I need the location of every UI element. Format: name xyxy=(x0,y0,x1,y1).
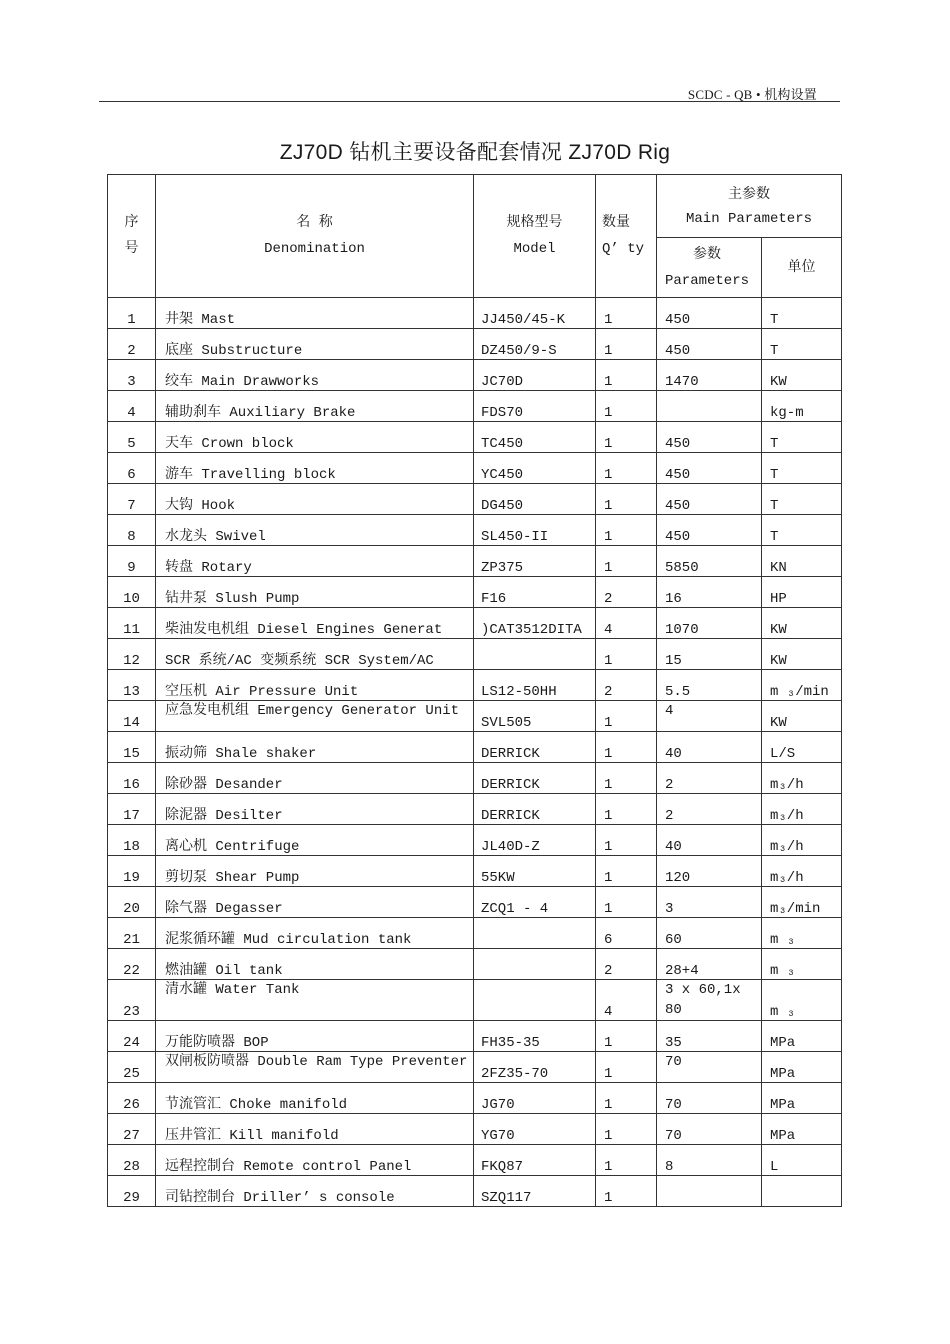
cell-unit: KW xyxy=(762,639,842,670)
header-main-params xyxy=(657,175,842,238)
cell-model: YC450 xyxy=(474,453,596,484)
cell-qty: 1 xyxy=(596,887,657,918)
cell-model: FH35-35 xyxy=(474,1021,596,1052)
table-row xyxy=(108,670,842,701)
cell-name: 燃油罐 Oil tank xyxy=(156,949,474,980)
cell-param: 450 xyxy=(657,298,762,329)
cell-no: 10 xyxy=(108,577,156,608)
cell-no: 11 xyxy=(108,608,156,639)
header-qty-en: Q’ ty xyxy=(602,241,645,257)
cell-name: 除砂器 Desander xyxy=(156,763,474,794)
cell-unit: MPa xyxy=(762,1052,842,1083)
cell-no: 14 xyxy=(108,701,156,732)
cell-qty: 1 xyxy=(596,763,657,794)
cell-param: 1070 xyxy=(657,608,762,639)
cell-name: 转盘 Rotary xyxy=(156,546,474,577)
cell-no: 27 xyxy=(108,1114,156,1145)
table-row xyxy=(108,856,842,887)
header-no-line2: 号 xyxy=(124,241,139,257)
cell-model: )CAT3512DITA xyxy=(474,608,596,639)
cell-no: 28 xyxy=(108,1145,156,1176)
cell-no: 5 xyxy=(108,422,156,453)
cell-model xyxy=(474,980,596,1021)
cell-model xyxy=(474,639,596,670)
header-model-cn: 规格型号 xyxy=(506,215,563,231)
header-main-en: Main Parameters xyxy=(685,211,813,227)
cell-unit: KW xyxy=(762,701,842,732)
cell-name: 绞车 Main Drawworks xyxy=(156,360,474,391)
cell-param: 40 xyxy=(657,732,762,763)
cell-qty: 1 xyxy=(596,422,657,453)
cell-no: 16 xyxy=(108,763,156,794)
cell-param: 28+4 xyxy=(657,949,762,980)
cell-model: 2FZ35-70 xyxy=(474,1052,596,1083)
table-row xyxy=(108,453,842,484)
cell-name: 空压机 Air Pressure Unit xyxy=(156,670,474,701)
cell-no: 24 xyxy=(108,1021,156,1052)
cell-model: ZP375 xyxy=(474,546,596,577)
table-row xyxy=(108,732,842,763)
cell-unit: KW xyxy=(762,360,842,391)
table-row xyxy=(108,825,842,856)
table-row xyxy=(108,1083,842,1114)
cell-qty: 1 xyxy=(596,639,657,670)
cell-unit: T xyxy=(762,422,842,453)
cell-no: 3 xyxy=(108,360,156,391)
cell-model: LS12-50HH xyxy=(474,670,596,701)
cell-qty: 1 xyxy=(596,329,657,360)
header-param-cn: 参数 xyxy=(693,246,721,263)
table-row xyxy=(108,918,842,949)
cell-model: YG70 xyxy=(474,1114,596,1145)
cell-no: 4 xyxy=(108,391,156,422)
cell-param xyxy=(657,391,762,422)
cell-no: 18 xyxy=(108,825,156,856)
cell-name: 井架 Mast xyxy=(156,298,474,329)
cell-unit: T xyxy=(762,453,842,484)
table-row xyxy=(108,1114,842,1145)
cell-name: 泥浆循环罐 Mud circulation tank xyxy=(156,918,474,949)
cell-qty: 6 xyxy=(596,918,657,949)
table-row xyxy=(108,1052,842,1083)
cell-model: JG70 xyxy=(474,1083,596,1114)
cell-qty: 1 xyxy=(596,453,657,484)
cell-param: 15 xyxy=(657,639,762,670)
cell-qty: 1 xyxy=(596,1021,657,1052)
cell-param: 2 xyxy=(657,794,762,825)
cell-model xyxy=(474,918,596,949)
cell-no: 15 xyxy=(108,732,156,763)
equipment-table xyxy=(107,174,842,1207)
cell-param: 450 xyxy=(657,329,762,360)
cell-no: 7 xyxy=(108,484,156,515)
table-row xyxy=(108,763,842,794)
cell-no: 29 xyxy=(108,1176,156,1207)
cell-name: 辅助刹车 Auxiliary Brake xyxy=(156,391,474,422)
cell-param: 4 xyxy=(657,701,762,732)
header-model-en: Model xyxy=(513,241,556,257)
cell-param: 450 xyxy=(657,484,762,515)
header-qty-cn: 数量 xyxy=(602,215,630,231)
cell-name: SCR 系统/AC 变频系统 SCR System/AC xyxy=(156,639,474,670)
header-name xyxy=(156,175,474,298)
cell-unit: m ₃ xyxy=(762,918,842,949)
document-title: ZJ70D 钻机主要设备配套情况 ZJ70D Rig xyxy=(279,141,671,164)
cell-no: 25 xyxy=(108,1052,156,1083)
cell-param: 120 xyxy=(657,856,762,887)
cell-qty: 2 xyxy=(596,577,657,608)
cell-qty: 1 xyxy=(596,360,657,391)
table-row xyxy=(108,515,842,546)
cell-qty: 1 xyxy=(596,732,657,763)
cell-qty: 4 xyxy=(596,980,657,1021)
cell-param: 450 xyxy=(657,515,762,546)
cell-model: FKQ87 xyxy=(474,1145,596,1176)
cell-qty: 2 xyxy=(596,670,657,701)
cell-name: 底座 Substructure xyxy=(156,329,474,360)
cell-unit: m ₃/min xyxy=(762,670,842,701)
cell-param: 60 xyxy=(657,918,762,949)
cell-no: 9 xyxy=(108,546,156,577)
cell-unit: m₃/h xyxy=(762,856,842,887)
cell-param: 16 xyxy=(657,577,762,608)
cell-unit: HP xyxy=(762,577,842,608)
cell-param: 8 xyxy=(657,1145,762,1176)
cell-name: 万能防喷器 BOP xyxy=(156,1021,474,1052)
cell-name: 剪切泵 Shear Pump xyxy=(156,856,474,887)
header-no-line1: 序 xyxy=(124,215,139,231)
cell-no: 26 xyxy=(108,1083,156,1114)
cell-param: 40 xyxy=(657,825,762,856)
document-header-code: SCDC - QB • 机构设置 xyxy=(687,87,817,102)
header-rule xyxy=(99,101,840,102)
cell-name: 清水罐 Water Tank xyxy=(156,980,474,1021)
cell-model: DZ450/9-S xyxy=(474,329,596,360)
cell-qty: 1 xyxy=(596,1052,657,1083)
cell-model: SVL505 xyxy=(474,701,596,732)
cell-name: 远程控制台 Remote control Panel xyxy=(156,1145,474,1176)
header-model xyxy=(474,175,596,298)
cell-no: 13 xyxy=(108,670,156,701)
header-unit-cn: 单位 xyxy=(787,259,816,276)
cell-model: JL40D-Z xyxy=(474,825,596,856)
cell-qty: 1 xyxy=(596,484,657,515)
cell-qty: 2 xyxy=(596,949,657,980)
cell-qty: 1 xyxy=(596,515,657,546)
header-no xyxy=(108,175,156,298)
cell-name: 振动筛 Shale shaker xyxy=(156,732,474,763)
cell-param: 3 xyxy=(657,887,762,918)
cell-no: 2 xyxy=(108,329,156,360)
table-row xyxy=(108,794,842,825)
table-row xyxy=(108,391,842,422)
cell-qty: 1 xyxy=(596,1114,657,1145)
cell-name: 柴油发电机组 Diesel Engines Generat xyxy=(156,608,474,639)
cell-unit: KW xyxy=(762,608,842,639)
cell-qty: 1 xyxy=(596,1083,657,1114)
header-main-cn: 主参数 xyxy=(728,187,770,203)
cell-param: 5850 xyxy=(657,546,762,577)
table-row xyxy=(108,887,842,918)
cell-no: 1 xyxy=(108,298,156,329)
cell-name: 压井管汇 Kill manifold xyxy=(156,1114,474,1145)
cell-model: ZCQ1 - 4 xyxy=(474,887,596,918)
table-body xyxy=(108,298,842,1207)
cell-unit: MPa xyxy=(762,1021,842,1052)
cell-name: 除泥器 Desilter xyxy=(156,794,474,825)
table-row xyxy=(108,546,842,577)
cell-qty: 1 xyxy=(596,546,657,577)
cell-qty: 1 xyxy=(596,701,657,732)
table-row xyxy=(108,980,842,1021)
cell-param: 3 x 60,1x 80 xyxy=(657,980,762,1021)
cell-qty: 1 xyxy=(596,794,657,825)
cell-param: 70 xyxy=(657,1052,762,1083)
header-param xyxy=(657,238,762,298)
cell-model: JC70D xyxy=(474,360,596,391)
table-row xyxy=(108,1145,842,1176)
cell-model: TC450 xyxy=(474,422,596,453)
cell-name: 游车 Travelling block xyxy=(156,453,474,484)
cell-name: 除气器 Degasser xyxy=(156,887,474,918)
cell-unit: MPa xyxy=(762,1114,842,1145)
cell-model xyxy=(474,949,596,980)
table-row xyxy=(108,422,842,453)
cell-unit xyxy=(762,1176,842,1207)
cell-unit: T xyxy=(762,484,842,515)
header-name-en: Denomination xyxy=(264,241,365,257)
cell-name: 天车 Crown block xyxy=(156,422,474,453)
cell-name: 节流管汇 Choke manifold xyxy=(156,1083,474,1114)
table-row xyxy=(108,1021,842,1052)
cell-qty: 4 xyxy=(596,608,657,639)
header-qty xyxy=(596,175,657,298)
table-row xyxy=(108,1176,842,1207)
cell-qty: 1 xyxy=(596,825,657,856)
table-row xyxy=(108,577,842,608)
cell-qty: 1 xyxy=(596,391,657,422)
cell-model: SL450-II xyxy=(474,515,596,546)
cell-no: 17 xyxy=(108,794,156,825)
cell-no: 19 xyxy=(108,856,156,887)
cell-qty: 1 xyxy=(596,1145,657,1176)
cell-unit: KN xyxy=(762,546,842,577)
cell-unit: m ₃ xyxy=(762,980,842,1021)
cell-unit: T xyxy=(762,298,842,329)
cell-no: 8 xyxy=(108,515,156,546)
cell-name: 双闸板防喷器 Double Ram Type Preventer xyxy=(156,1052,474,1083)
header-param-en: Parameters xyxy=(665,272,750,289)
cell-param: 70 xyxy=(657,1114,762,1145)
cell-unit: T xyxy=(762,515,842,546)
cell-model: DERRICK xyxy=(474,732,596,763)
cell-param: 1470 xyxy=(657,360,762,391)
cell-model: JJ450/45-K xyxy=(474,298,596,329)
cell-no: 12 xyxy=(108,639,156,670)
cell-param: 450 xyxy=(657,453,762,484)
cell-param: 70 xyxy=(657,1083,762,1114)
cell-name: 应急发电机组 Emergency Generator Unit xyxy=(156,701,474,732)
cell-name: 钻井泵 Slush Pump xyxy=(156,577,474,608)
cell-param xyxy=(657,1176,762,1207)
cell-unit: L/S xyxy=(762,732,842,763)
header-name-cn: 名 称 xyxy=(296,215,333,231)
table-row xyxy=(108,484,842,515)
cell-unit: m₃/h xyxy=(762,825,842,856)
header-unit xyxy=(762,238,842,298)
cell-param: 5.5 xyxy=(657,670,762,701)
table-row xyxy=(108,949,842,980)
cell-no: 22 xyxy=(108,949,156,980)
table-row xyxy=(108,608,842,639)
table-row xyxy=(108,329,842,360)
cell-no: 6 xyxy=(108,453,156,484)
cell-unit: MPa xyxy=(762,1083,842,1114)
cell-name: 大钩 Hook xyxy=(156,484,474,515)
cell-qty: 1 xyxy=(596,1176,657,1207)
table-row xyxy=(108,360,842,391)
cell-param: 450 xyxy=(657,422,762,453)
cell-model: DG450 xyxy=(474,484,596,515)
cell-no: 23 xyxy=(108,980,156,1021)
cell-unit: T xyxy=(762,329,842,360)
cell-qty: 1 xyxy=(596,298,657,329)
cell-model: F16 xyxy=(474,577,596,608)
table-row xyxy=(108,701,842,732)
cell-unit: m₃/h xyxy=(762,763,842,794)
cell-name: 离心机 Centrifuge xyxy=(156,825,474,856)
cell-unit: L xyxy=(762,1145,842,1176)
cell-unit: kg-m xyxy=(762,391,842,422)
cell-name: 司钻控制台 Driller’ s console xyxy=(156,1176,474,1207)
table-row xyxy=(108,298,842,329)
cell-model: SZQ117 xyxy=(474,1176,596,1207)
cell-model: FDS70 xyxy=(474,391,596,422)
cell-unit: m ₃ xyxy=(762,949,842,980)
cell-no: 20 xyxy=(108,887,156,918)
cell-no: 21 xyxy=(108,918,156,949)
cell-model: DERRICK xyxy=(474,763,596,794)
cell-name: 水龙头 Swivel xyxy=(156,515,474,546)
cell-model: DERRICK xyxy=(474,794,596,825)
cell-model: 55KW xyxy=(474,856,596,887)
cell-param: 35 xyxy=(657,1021,762,1052)
cell-unit: m₃/min xyxy=(762,887,842,918)
table-row xyxy=(108,639,842,670)
cell-unit: m₃/h xyxy=(762,794,842,825)
cell-param: 2 xyxy=(657,763,762,794)
cell-qty: 1 xyxy=(596,856,657,887)
